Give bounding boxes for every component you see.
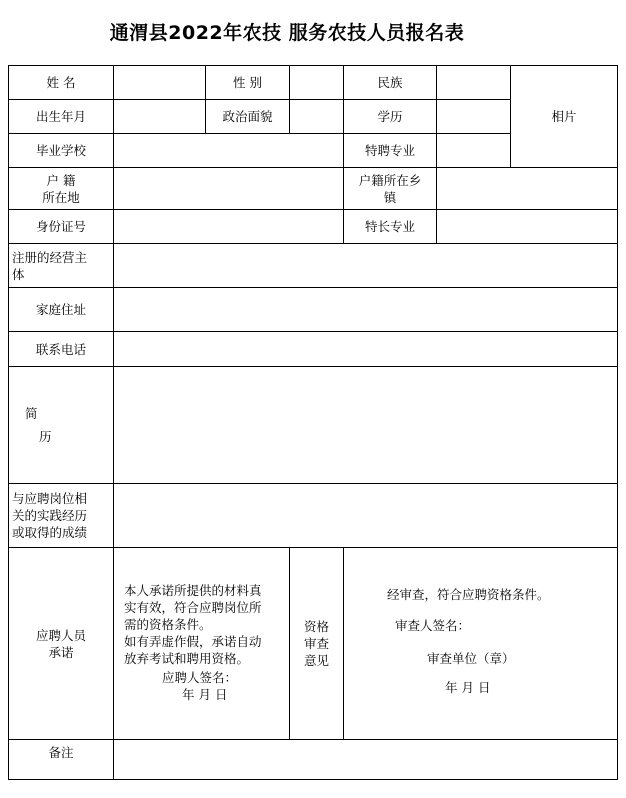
reviewer-signature: 审查人签名：: [395, 618, 471, 633]
pledge-date: 年 月 日: [182, 687, 228, 702]
field-political-status[interactable]: [290, 100, 344, 134]
field-hukou[interactable]: [114, 168, 344, 210]
review-unit-seal: 审查单位（章）: [427, 651, 515, 666]
photo-box[interactable]: 相片: [511, 66, 618, 168]
label-resume-char-1: 简: [25, 406, 38, 421]
label-qualification-review: 资格 审查 意见: [290, 548, 344, 740]
field-id-number[interactable]: [114, 210, 344, 244]
label-hukou-town: 户籍所在乡 镇: [344, 168, 437, 210]
label-resume-char-2: 历: [39, 429, 52, 444]
field-specialty[interactable]: [437, 210, 618, 244]
registration-form-table: [8, 65, 618, 780]
field-ethnicity[interactable]: [437, 66, 511, 100]
label-hukou: 户 籍 所在地: [9, 168, 114, 210]
field-gender[interactable]: [290, 66, 344, 100]
label-special-major: 特聘专业: [344, 134, 437, 168]
label-id-number: 身份证号: [9, 210, 114, 244]
field-address[interactable]: [114, 288, 618, 332]
label-remarks: 备注: [9, 740, 114, 780]
label-name: 姓 名: [9, 66, 114, 100]
label-ethnicity: 民族: [344, 66, 437, 100]
pledge-signature: 应聘人签名：: [162, 670, 238, 685]
field-birth-date[interactable]: [114, 100, 206, 134]
field-experience[interactable]: [114, 484, 618, 548]
field-name[interactable]: [114, 66, 206, 100]
review-cell[interactable]: [344, 548, 618, 740]
field-business-entity[interactable]: [114, 244, 618, 288]
label-birth-date: 出生年月: [9, 100, 114, 134]
label-school: 毕业学校: [9, 134, 114, 168]
field-school[interactable]: [114, 134, 344, 168]
label-address: 家庭住址: [9, 288, 114, 332]
label-political-status: 政治面貌: [206, 100, 290, 134]
field-special-major[interactable]: [437, 134, 511, 168]
label-education: 学历: [344, 100, 437, 134]
applicant-pledge-cell[interactable]: [114, 548, 290, 740]
field-phone[interactable]: [114, 332, 618, 367]
field-hukou-town[interactable]: [437, 168, 618, 210]
label-resume: [9, 367, 114, 484]
label-phone: 联系电话: [9, 332, 114, 367]
label-specialty: 特长专业: [344, 210, 437, 244]
review-date: 年 月 日: [445, 680, 491, 695]
label-business-entity: 注册的经营主 体: [9, 244, 114, 288]
field-education[interactable]: [437, 100, 511, 134]
form-title: 通渭县2022年农技 服务农技人员报名表: [109, 22, 465, 44]
label-applicant-pledge: 应聘人员 承诺: [9, 548, 114, 740]
field-resume[interactable]: [114, 367, 618, 484]
label-experience: 与应聘岗位相 关的实践经历 或取得的成绩: [9, 484, 114, 548]
review-statement: 经审查，符合应聘资格条件。: [387, 587, 550, 602]
pledge-text: 本人承诺所提供的材料真 实有效，符合应聘岗位所 需的资格条件。 如有弄虚作假，承诺自动 放弃考试和聘用资格。: [124, 583, 262, 666]
field-remarks[interactable]: [114, 740, 618, 780]
label-gender: 性 别: [206, 66, 290, 100]
